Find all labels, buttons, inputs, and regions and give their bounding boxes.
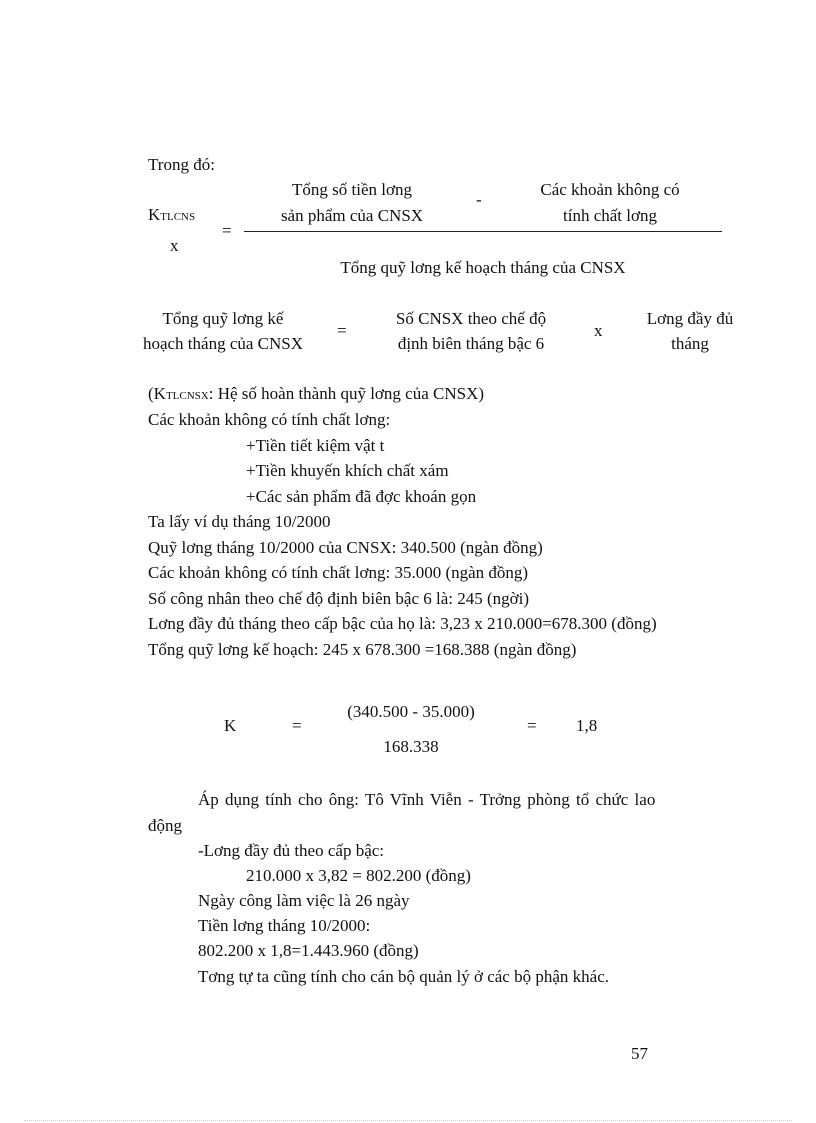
formula2-mid-line2: định biên tháng bậc 6 [397, 334, 545, 353]
note-open: (K [148, 384, 166, 403]
example-line: Quỹ lơng tháng 10/2000 của CNSX: 340.500 (ngàn đồng) [148, 538, 543, 557]
calc-result: 1,8 [576, 716, 598, 735]
page-bottom-border [24, 1120, 792, 1121]
formula2-mid-line1: Số CNSX theo chế độ [395, 309, 547, 328]
formula1-denominator: Tổng quỹ lơng kế hoạch tháng của CNSX [340, 258, 626, 277]
formula2-times: x [594, 321, 603, 340]
formula2-equals: = [337, 321, 347, 340]
example-line: Ta lấy ví dụ tháng 10/2000 [148, 512, 331, 531]
formula2-right-line2: tháng [671, 334, 709, 353]
intro-text: Trong đó: [148, 155, 215, 174]
apply-line-1: Áp dụng tính cho ông: Tô Vĩnh Viễn - Trởng phòng tổ chức lao [198, 790, 656, 809]
apply-line-3: -Lơng đầy đủ theo cấp bậc: [198, 841, 385, 860]
ktlcnsx-note [148, 384, 484, 404]
list-item: +Tiền khuyến khích chất xám [246, 461, 449, 480]
formula1-equals: = [222, 221, 232, 240]
example-line: Lơng đầy đủ tháng theo cấp bậc của họ là: 3,23 x 210.000=678.300 (đồng) [148, 614, 657, 633]
note-rest: : Hệ số hoàn thành quỹ lơng của CNSX) [208, 384, 485, 403]
formula1-num-right-line2: tính chất lơng [563, 206, 657, 225]
calc-equals-1: = [292, 716, 302, 735]
apply-line-7: 802.200 x 1,8=1.443.960 (đồng) [198, 941, 419, 960]
example-line: Tổng quỹ lơng kế hoạch: 245 x 678.300 =168.388 (ngàn đồng) [148, 640, 577, 659]
calc-numerator: (340.500 - 35.000) [347, 702, 475, 721]
apply-line-6: Tiền lơng tháng 10/2000: [198, 916, 371, 935]
formula2-left-line2: hoạch tháng của CNSX [142, 334, 304, 353]
formula2-left-line1: Tổng quỹ lơng kế [162, 309, 284, 328]
example-line: Các khoản không có tính chất lơng: 35.000 (ngàn đồng) [148, 563, 529, 582]
apply-line-8: Tơng tự ta cũng tính cho cán bộ quản lý ở các bộ phận khác. [198, 967, 609, 986]
calc-equals-2: = [527, 716, 537, 735]
example-line: Số công nhân theo chế độ định biên bậc 6 là: 245 (ngời) [148, 589, 530, 608]
calc-lhs: K [224, 716, 237, 735]
note-subscript: TLCNSX [165, 390, 209, 402]
formula2-right-line1: Lơng đầy đủ [646, 309, 734, 328]
formula1-lhs-x: x [170, 236, 179, 255]
formula1-minus: - [476, 190, 482, 209]
calc-denominator: 168.338 [383, 737, 439, 756]
formula1-lhs-subscript: TLCNS [160, 211, 196, 223]
apply-line-2: động [148, 816, 182, 835]
list-item: +Các sản phẩm đã đợc khoán gọn [246, 487, 477, 506]
formula1-fraction-bar [244, 231, 722, 232]
apply-line-5: Ngày công làm việc là 26 ngày [198, 891, 410, 910]
apply-line-4: 210.000 x 3,82 = 802.200 (đồng) [246, 866, 471, 885]
formula1-lhs [148, 205, 195, 225]
list-item: +Tiền tiết kiệm vật t [246, 436, 385, 455]
formula1-num-right-line1: Các khoản không có [540, 180, 680, 199]
formula1-num-left-line1: Tổng số tiền lơng [292, 180, 412, 199]
page-number: 57 [631, 1044, 648, 1063]
formula1-lhs-main: K [148, 205, 161, 224]
formula1-num-left-line2: sản phẩm của CNSX [280, 206, 424, 225]
items-intro: Các khoản không có tính chất lơng: [148, 410, 391, 429]
